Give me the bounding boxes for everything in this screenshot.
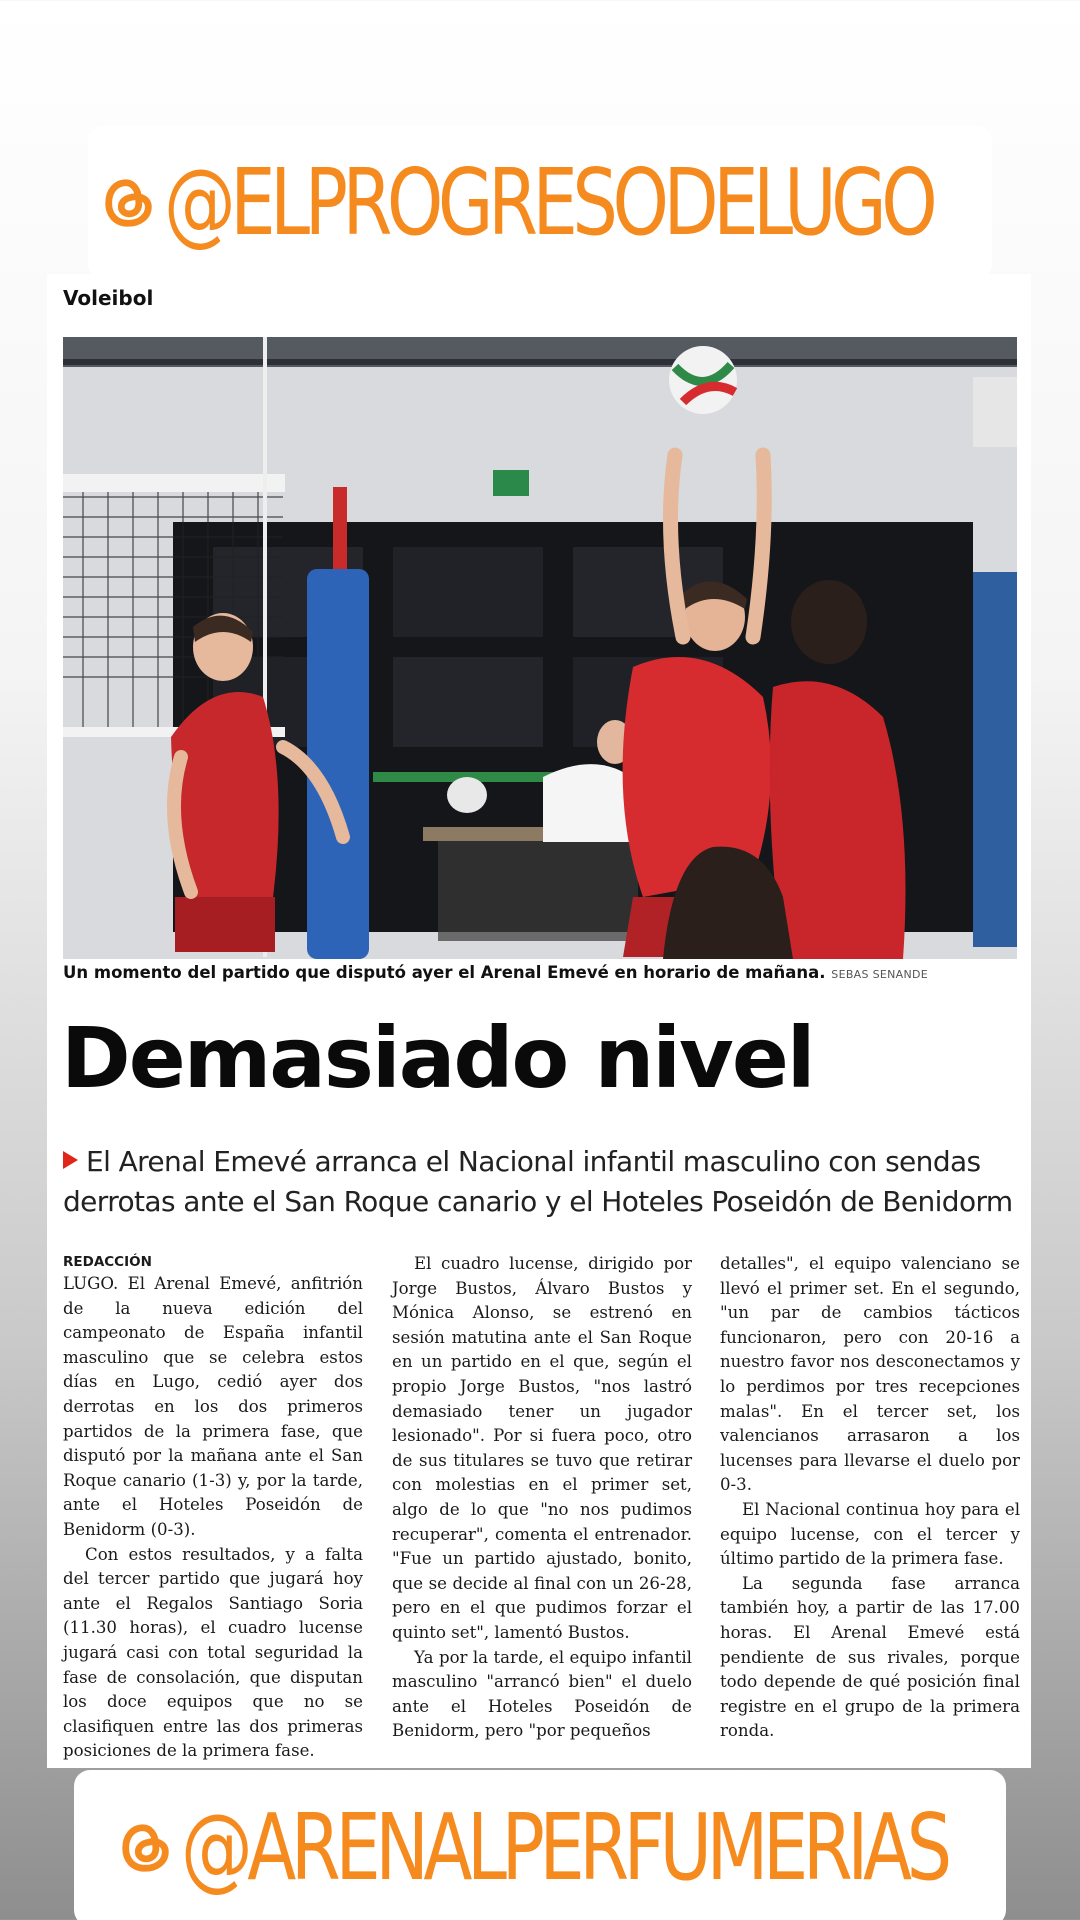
paragraph: El Nacional continua hoy para el equipo lucense, con el tercer y último partido de la primera fase. — [720, 1499, 1020, 1569]
newspaper-clipping — [47, 274, 1031, 1768]
byline: REDACCIÓN — [63, 1254, 152, 1270]
article-column-2 — [392, 1252, 692, 1744]
photo-illustration — [63, 337, 1017, 959]
subheadline-text: El Arenal Emevé arranca el Nacional infantil masculino con sendas derrotas ante el San Roque canario y el Hoteles Poseidón de Benidorm — [63, 1145, 1013, 1218]
paragraph: Ya por la tarde, el equipo infantil masculino "arrancó bien" el duelo ante el Hoteles Poseidón de Benidorm, pero "por pequeños — [392, 1647, 692, 1741]
red-arrow-icon — [63, 1151, 78, 1169]
photo-credit: SEBAS SENANDE — [831, 968, 928, 981]
article-headline: Demasiado nivel — [61, 1009, 814, 1107]
bottom-handle-banner[interactable] — [74, 1770, 1006, 1920]
threads-icon — [100, 174, 158, 232]
article-subheadline — [63, 1142, 1023, 1222]
article-column-1 — [63, 1252, 363, 1764]
bottom-handle-text: @ARENALPERFUMERIAS — [181, 1794, 947, 1901]
paragraph: La segunda fase arranca también hoy, a partir de las 17.00 horas. El Arenal Emevé está pendiente de sus rivales, porque todo depende de qué posición final registre en el grupo de la primera ronda. — [720, 1573, 1020, 1741]
threads-icon — [117, 1819, 175, 1877]
paragraph: El cuadro lucense, dirigido por Jorge Bustos, Álvaro Bustos y Mónica Alonso, se estrenó en sesión matutina ante el San Roque en un partido en el que, según el propio Jorge Bustos, "nos lastró demasiado tener un jugador lesionado". Por si fuera poco, otro de sus titulares se tuvo que retirar con molestias en el primer set, algo de lo que "no nos pudimos recuperar", comenta el entrenador. "Fue un partido ajustado, bonito, que se decide al final con un 26-28, pero en el que pudimos forzar el quinto set", lamentó Bustos. — [392, 1254, 692, 1642]
section-label: Voleibol — [63, 286, 154, 310]
paragraph: Con estos resultados, y a falta del tercer partido que jugará hoy ante el Regalos Santiago Soria (11.30 horas), el cuadro lucense jugará casi con total seguridad la fase de consolación, que disputan los doce equipos que no se clasifiquen entre las dos primeras posiciones de la primera fase. — [63, 1544, 363, 1761]
volleyball-photo — [63, 337, 1017, 959]
article-column-3 — [720, 1252, 1020, 1744]
caption-text: Un momento del partido que disputó ayer el Arenal Emevé en horario de mañana. — [63, 963, 826, 982]
photo-caption — [63, 959, 1017, 982]
top-handle-text: @ELPROGRESODELUGO — [164, 149, 933, 256]
paragraph: detalles", el equipo valenciano se llevó el primer set. En el segundo, "un par de cambios tácticos funcionaron, pero con 20-16 a nuestro favor nos desconectamos y lo perdimos por tres recepciones malas". En el tercer set, los valencianos arrasaron a los lucenses para llevarse el duelo por 0-3. — [720, 1254, 1020, 1495]
top-handle-banner[interactable] — [88, 126, 992, 280]
paragraph: LUGO. El Arenal Emevé, anfitrión de la nueva edición del campeonato de España infantil masculino que se celebra estos días en Lugo, cedió ayer dos derrotas en los dos primeros partidos de la primera fase, que disputó por la mañana ante el San Roque canario (1-3) y, por la tarde, ante el Hoteles Poseidón de Benidorm (0-3). — [63, 1274, 363, 1539]
